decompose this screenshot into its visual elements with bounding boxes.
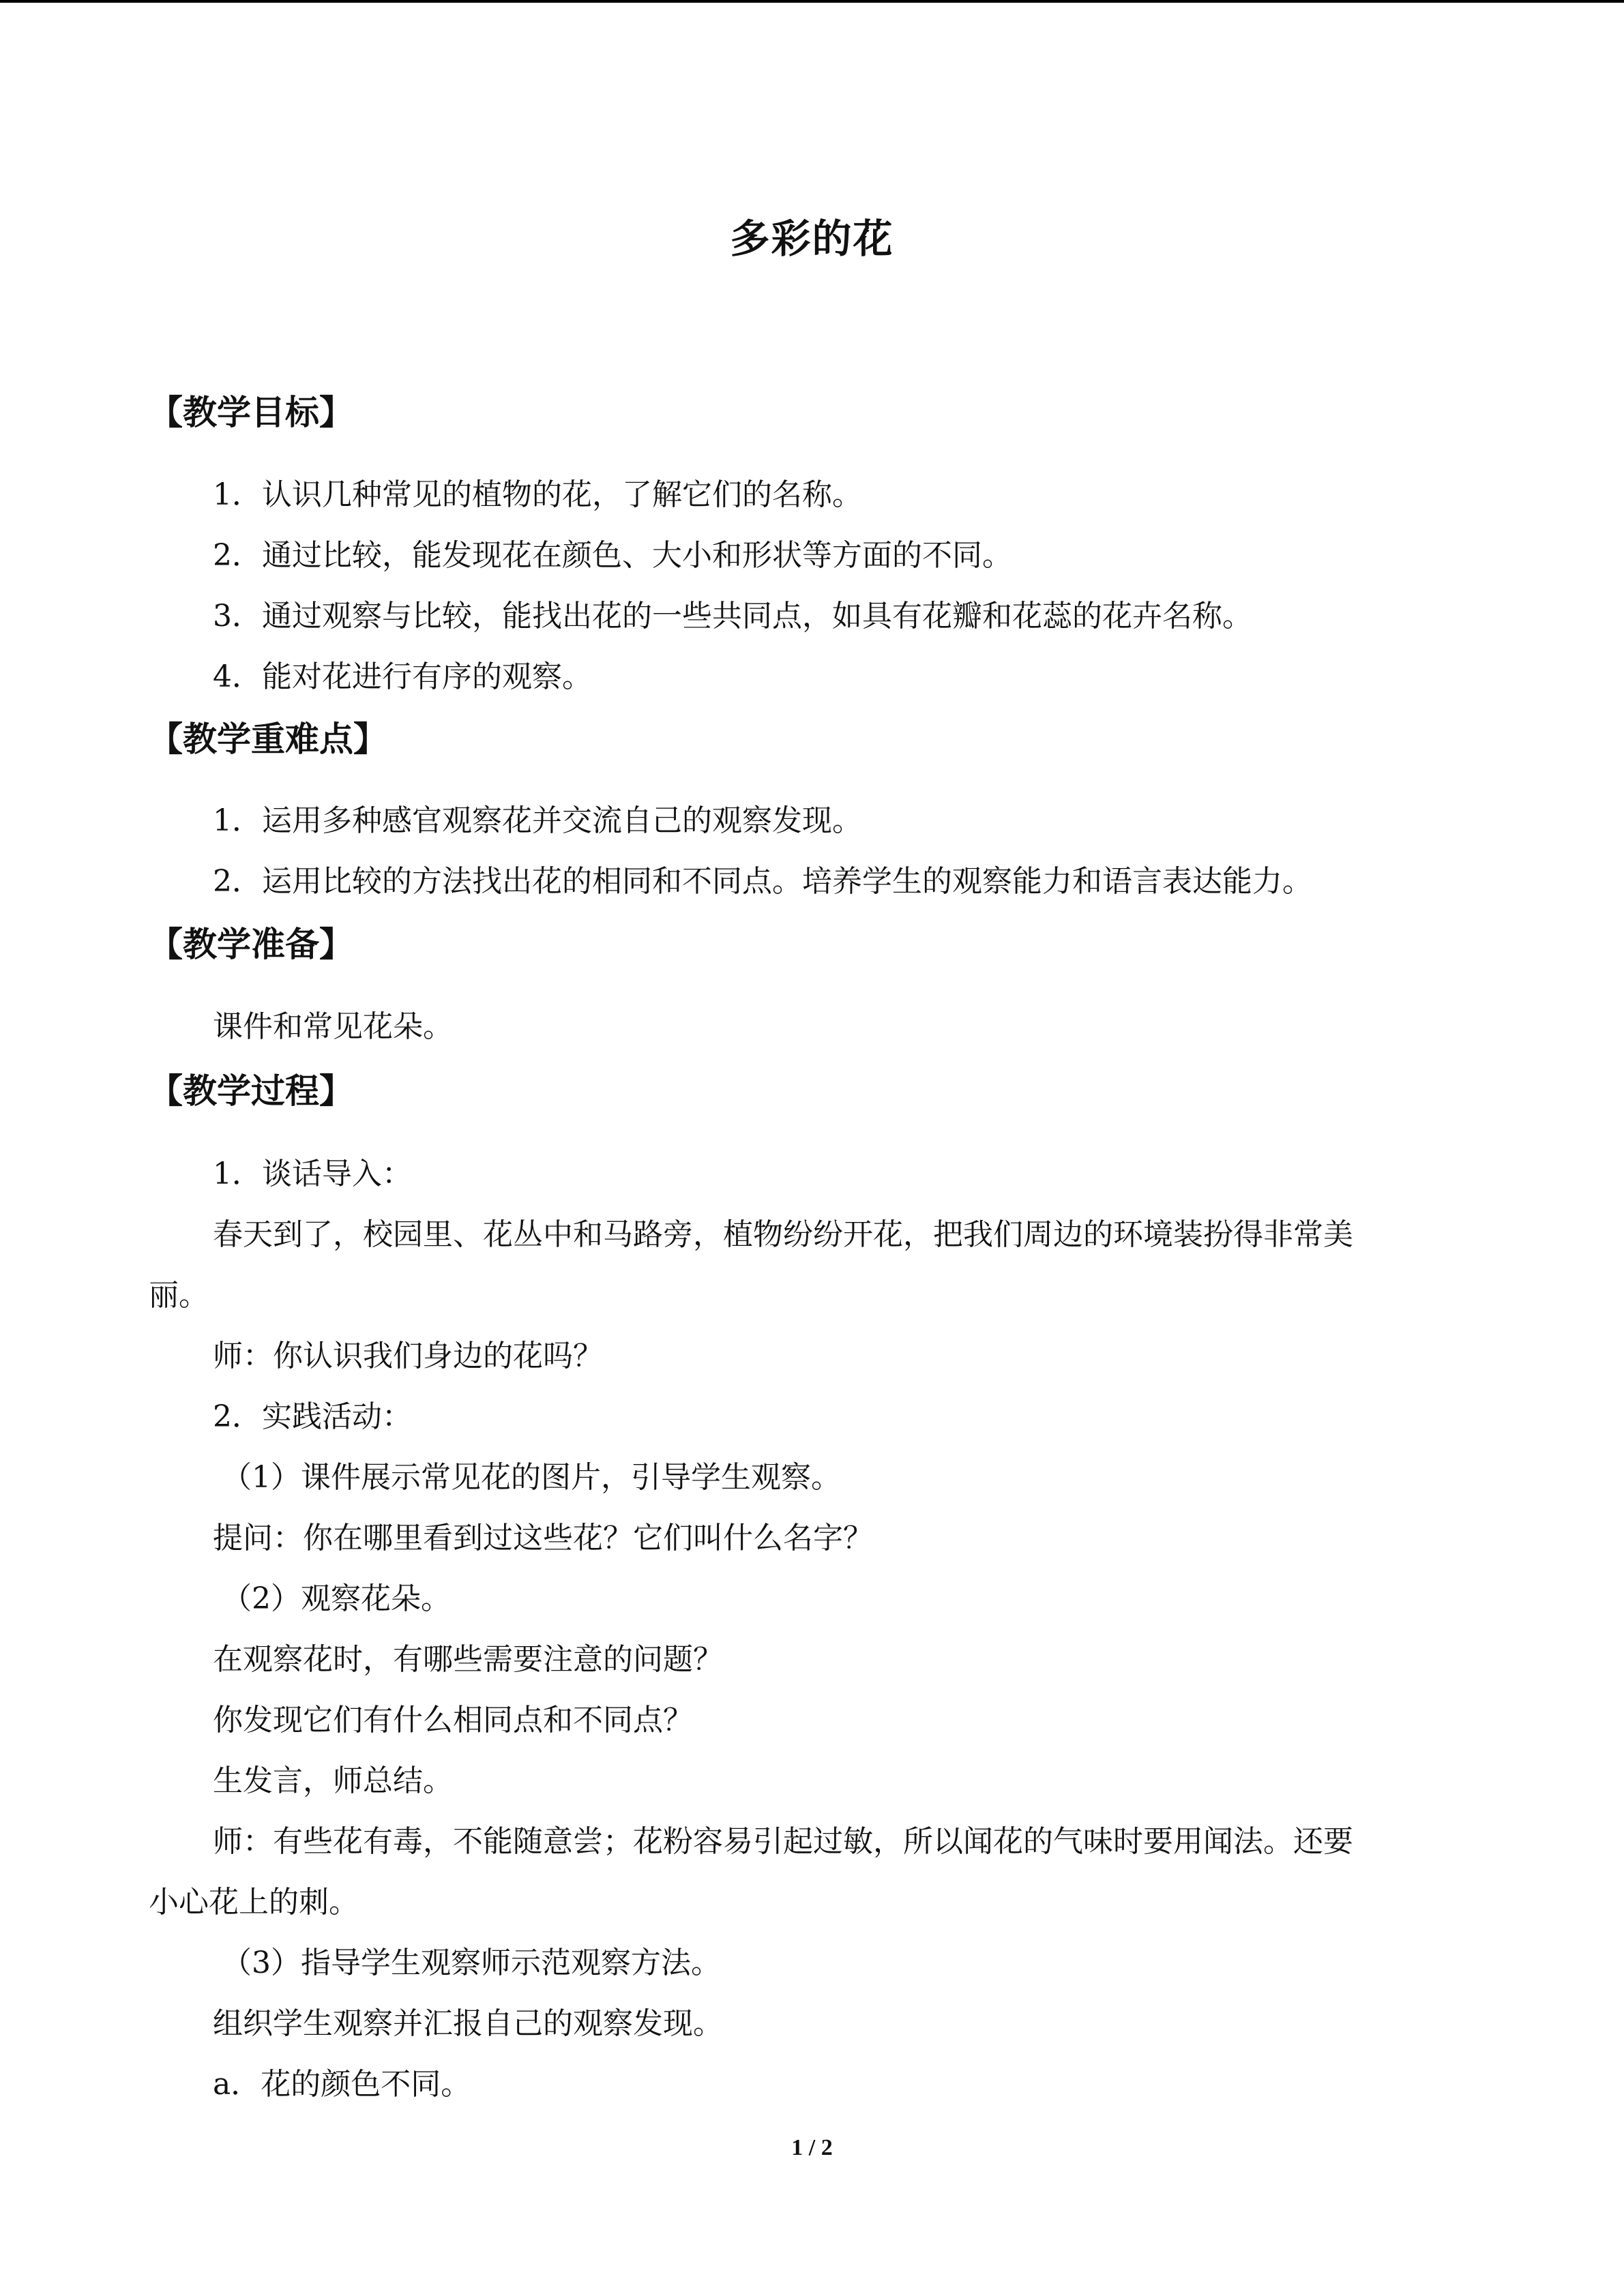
process-line-15: 组织学生观察并汇报自己的观察发现。 [213, 2006, 723, 2041]
process-line-4: 师：你认识我们身边的花吗？ [213, 1339, 603, 1373]
process-line-2: 春天到了，校园里、花丛中和马路旁，植物纷纷开花，把我们周边的环境装扮得非常美 [213, 1217, 1353, 1252]
preparation-item-1: 课件和常见花朵。 [213, 1009, 453, 1044]
section-heading-preparation: 【教学准备】 [149, 925, 353, 964]
process-line-3: 丽。 [149, 1278, 209, 1313]
objective-item-4: 4．能对花进行有序的观察。 [213, 659, 592, 694]
process-line-9: 在观察花时，有哪些需要注意的问题？ [213, 1642, 723, 1677]
process-line-16: a．花的颜色不同。 [213, 2067, 471, 2102]
process-line-8: （2）观察花朵。 [222, 1581, 451, 1616]
objective-item-1: 1．认识几种常见的植物的花，了解它们的名称。 [213, 477, 862, 512]
key-point-item-2: 2．运用比较的方法找出花的相同和不同点。培养学生的观察能力和语言表达能力。 [213, 864, 1312, 899]
key-point-item-1: 1．运用多种感官观察花并交流自己的观察发现。 [213, 803, 862, 838]
process-line-5: 2．实践活动： [213, 1399, 412, 1434]
process-line-11: 生发言，师总结。 [213, 1763, 453, 1798]
top-border-rule [0, 0, 1624, 3]
page-title: 多彩的花 [730, 215, 894, 262]
objective-item-3: 3．通过观察与比较，能找出花的一些共同点，如具有花瓣和花蕊的花卉名称。 [213, 599, 1252, 633]
process-line-6: （1）课件展示常见花的图片，引导学生观察。 [222, 1460, 841, 1495]
process-line-14: （3）指导学生观察师示范观察方法。 [222, 1945, 721, 1980]
process-line-10: 你发现它们有什么相同点和不同点？ [213, 1703, 693, 1738]
section-heading-process: 【教学过程】 [149, 1071, 353, 1111]
process-line-1: 1．谈话导入： [213, 1157, 412, 1191]
process-line-7: 提问：你在哪里看到过这些花？它们叫什么名字？ [213, 1521, 873, 1555]
section-heading-key-points: 【教学重难点】 [149, 719, 387, 759]
page-number: 1 / 2 [791, 2135, 833, 2160]
objective-item-2: 2．通过比较，能发现花在颜色、大小和形状等方面的不同。 [213, 538, 1012, 573]
process-line-13: 小心花上的刺。 [149, 1885, 359, 1920]
process-line-12: 师：有些花有毒，不能随意尝；花粉容易引起过敏，所以闻花的气味时要用闻法。还要 [213, 1824, 1353, 1859]
section-heading-objectives: 【教学目标】 [149, 393, 353, 432]
